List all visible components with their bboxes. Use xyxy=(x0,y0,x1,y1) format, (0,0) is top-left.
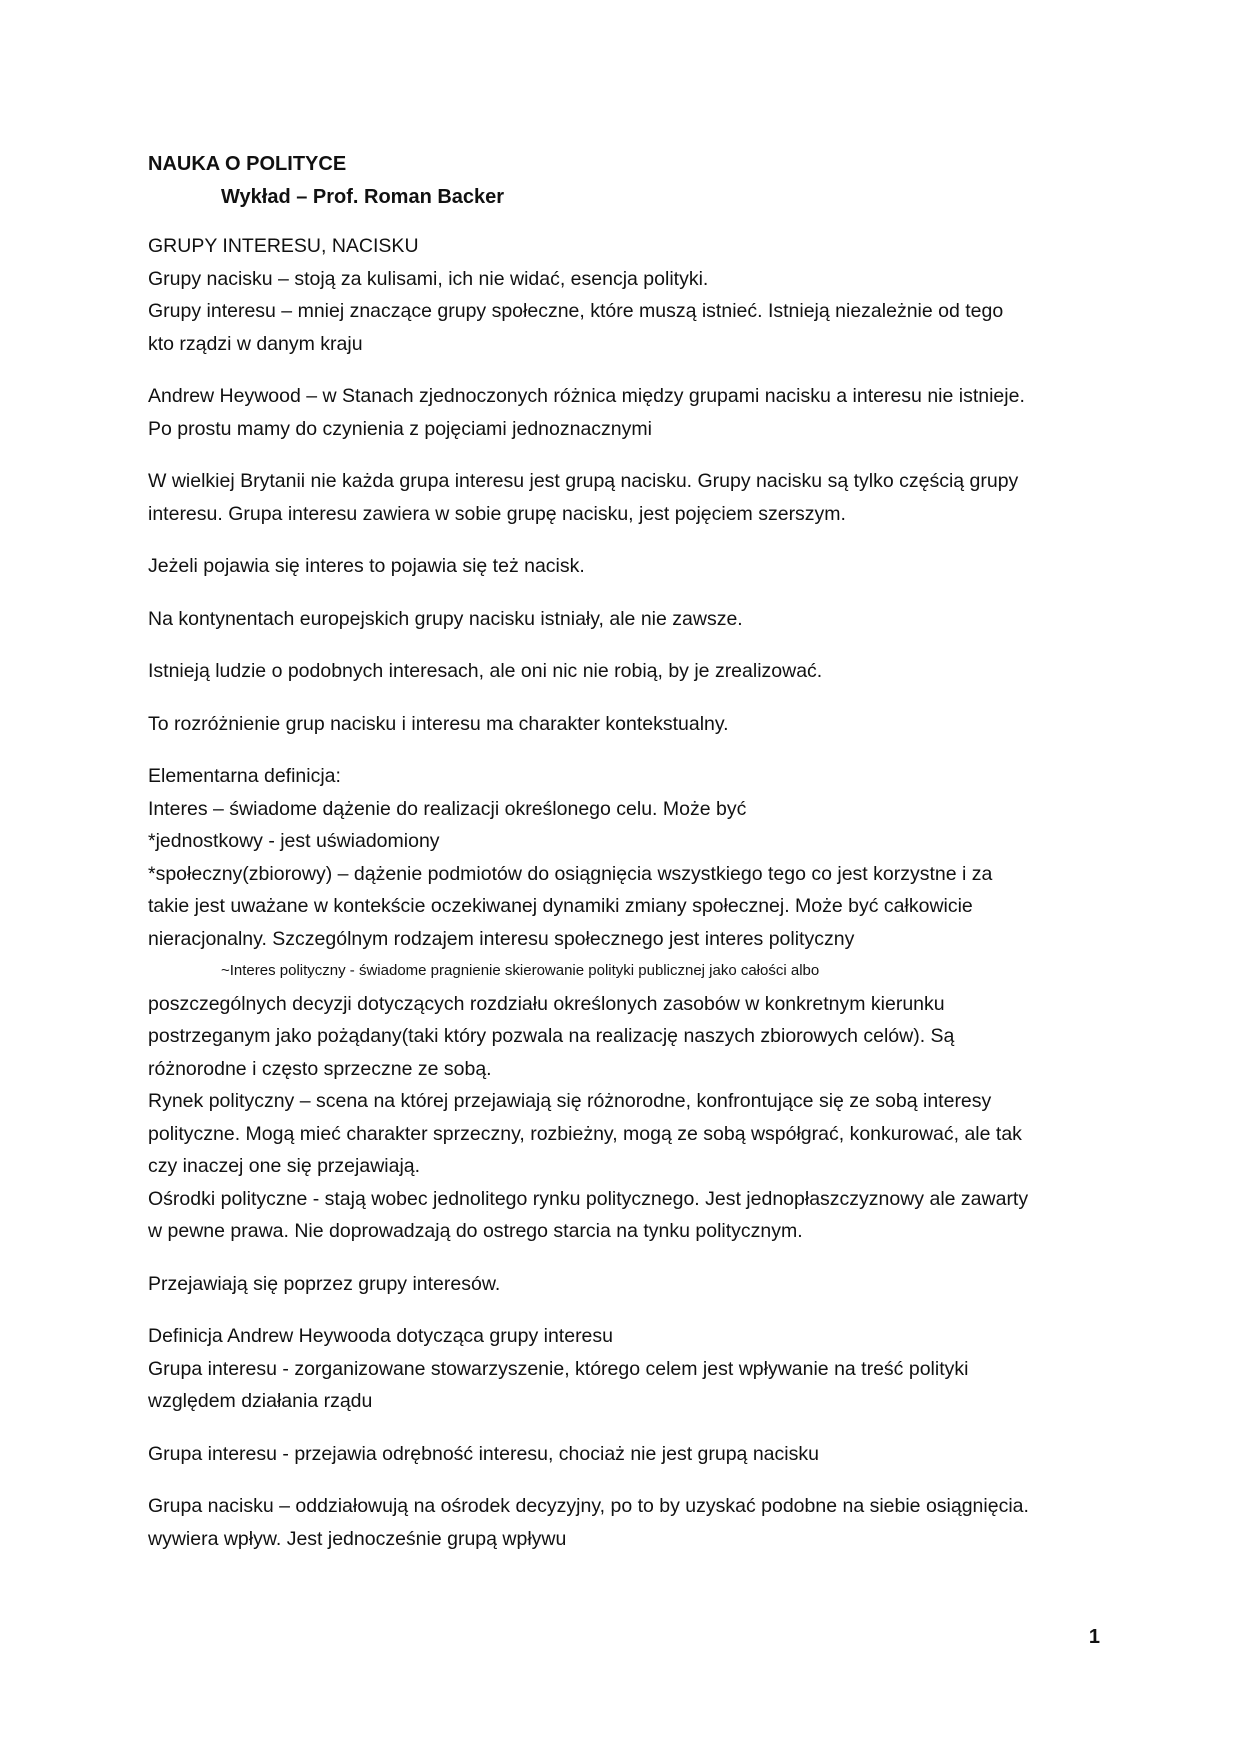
text-line: w pewne prawa. Nie doprowadzają do ostrego starcia na tynku politycznym. xyxy=(148,1220,803,1242)
text-line: względem działania rządu xyxy=(148,1390,373,1412)
text-line: Grupa nacisku – oddziałowują na ośrodek decyzyjny, po to by uzyskać podobne na siebie osiągnięcia. xyxy=(148,1495,1029,1517)
paragraph-list xyxy=(148,230,1108,1555)
text-line: różnorodne i często sprzeczne ze sobą. xyxy=(148,1057,492,1080)
text-line: interesu. Grupa interesu zawiera w sobie grupę nacisku, jest pojęciem szerszym. xyxy=(148,502,846,525)
text-line: Grupy nacisku – stoją za kulisami, ich nie widać, esencja polityki. xyxy=(148,267,709,290)
paragraph xyxy=(148,465,1108,530)
paragraph xyxy=(148,1438,1108,1471)
document-subtitle: Wykład – Prof. Roman Backer xyxy=(221,186,505,208)
text-line: Interes – świadome dążenie do realizacji określonego celu. Może być xyxy=(148,797,747,820)
text-line: Grupa interesu - przejawia odrębność interesu, chociaż nie jest grupą nacisku xyxy=(148,1442,819,1465)
text-line: Rynek polityczny – scena na której przejawiają się różnorodne, konfrontujące się ze sobą interesy xyxy=(148,1090,992,1112)
text-line: Na kontynentach europejskich grupy nacisku istniały, ale nie zawsze. xyxy=(148,607,743,630)
text-line: *społeczny(zbiorowy) – dążenie podmiotów do osiągnięcia wszystkiego tego co jest korzystne i za xyxy=(148,862,993,885)
text-line: ~Interes polityczny - świadome pragnienie skierowanie polityki publicznej jako całości albo xyxy=(221,962,820,979)
paragraph xyxy=(148,655,1108,688)
page-number: 1 xyxy=(1088,1626,1100,1648)
text-line: poszczególnych decyzji dotyczących rozdziału określonych zasobów w konkretnym kierunku xyxy=(148,992,945,1015)
document-body xyxy=(148,148,1108,1575)
text-line: Jeżeli pojawia się interes to pojawia się też nacisk. xyxy=(148,555,585,577)
text-line: Definicja Andrew Heywooda dotycząca grupy interesu xyxy=(148,1325,614,1347)
text-line: Przejawiają się poprzez grupy interesów. xyxy=(148,1272,501,1295)
document-title: NAUKA O POLITYCE xyxy=(148,153,347,175)
text-line: nieracjonalny. Szczególnym rodzajem interesu społecznego jest interes polityczny xyxy=(148,927,855,950)
text-line: wywiera wpływ. Jest jednocześnie grupą wpływu xyxy=(148,1527,567,1550)
text-line: Grupa interesu - zorganizowane stowarzyszenie, którego celem jest wpływanie na treść polityki xyxy=(148,1357,969,1380)
text-line: W wielkiej Brytanii nie każda grupa interesu jest grupą nacisku. Grupy nacisku są tylko częścią grupy xyxy=(148,470,1019,492)
paragraph xyxy=(148,380,1108,445)
text-line: Andrew Heywood – w Stanach zjednoczonych różnica między grupami nacisku a interesu nie istnieje. xyxy=(148,385,1025,407)
paragraph xyxy=(148,230,1108,360)
text-line: GRUPY INTERESU, NACISKU xyxy=(148,235,419,257)
paragraph xyxy=(148,708,1108,741)
text-line: polityczne. Mogą mieć charakter sprzeczny, rozbieżny, mogą ze sobą współgrać, konkurować, ale tak xyxy=(148,1122,1022,1145)
paragraph xyxy=(148,550,1108,583)
text-line: Elementarna definicja: xyxy=(148,765,341,787)
text-line: postrzeganym jako pożądany(taki który pozwala na realizację naszych zbiorowych celów). Są xyxy=(148,1025,955,1047)
text-line: Grupy interesu – mniej znaczące grupy społeczne, które muszą istnieć. Istnieją niezależnie od tego xyxy=(148,300,1004,322)
text-line: Istnieją ludzie o podobnych interesach, ale oni nic nie robią, by je zrealizować. xyxy=(148,660,823,682)
text-line: *jednostkowy - jest uświadomiony xyxy=(148,830,440,852)
paragraph xyxy=(148,603,1108,636)
text-line: To rozróżnienie grup nacisku i interesu ma charakter kontekstualny. xyxy=(148,712,729,735)
text-line: Ośrodki polityczne - stają wobec jednolitego rynku politycznego. Jest jednopłaszczyznowy ale zawarty xyxy=(148,1187,1029,1210)
paragraph xyxy=(148,1490,1108,1555)
text-line: Po prostu mamy do czynienia z pojęciami jednoznacznymi xyxy=(148,417,652,440)
text-line: kto rządzi w danym kraju xyxy=(148,332,363,355)
paragraph xyxy=(148,760,1108,1248)
paragraph xyxy=(148,1320,1108,1418)
text-line: czy inaczej one się przejawiają. xyxy=(148,1155,421,1177)
paragraph xyxy=(148,1268,1108,1301)
text-line: takie jest uważane w kontekście oczekiwanej dynamiki zmiany społecznej. Może być całkowicie xyxy=(148,895,973,917)
